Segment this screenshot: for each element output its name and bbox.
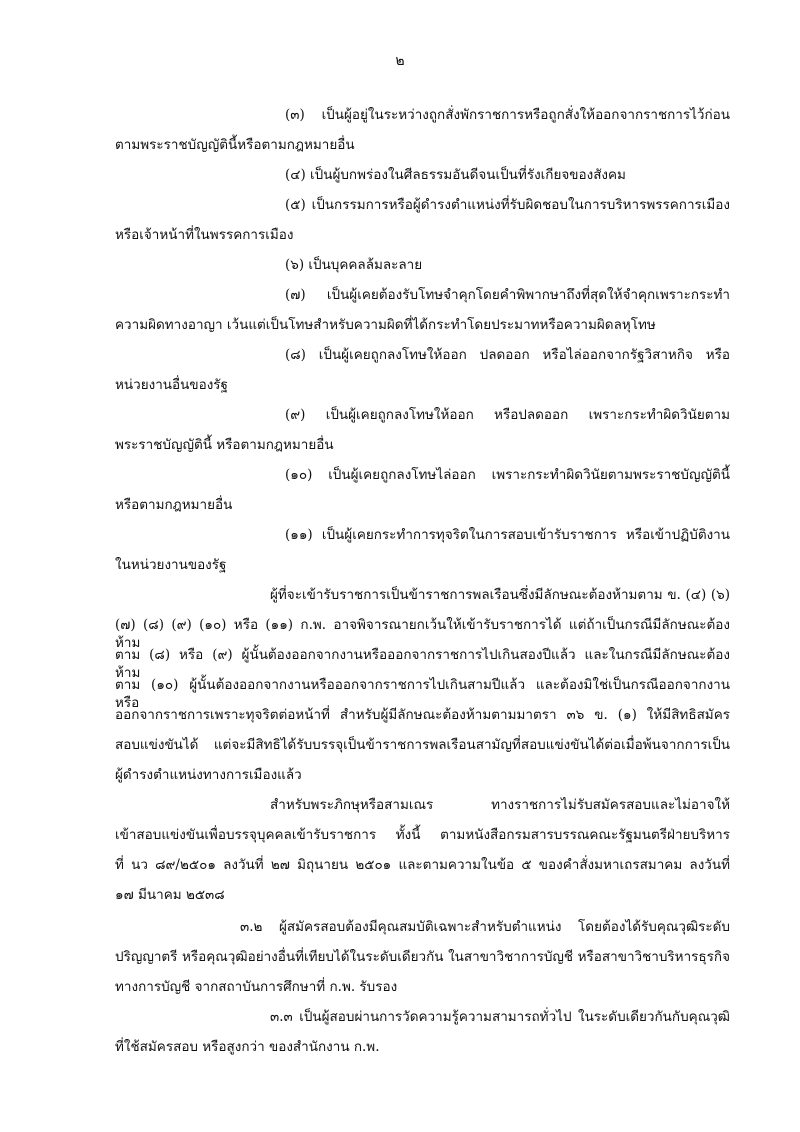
monk-paragraph-line-4: ๑๗ มีนาคม ๒๕๓๘ [115, 887, 225, 903]
page-number: ๒ [395, 53, 405, 69]
section-3-2-line-3: ทางการบัญชี จากสถาบันการศึกษาที่ ก.พ. รับรอง [115, 979, 398, 995]
monk-paragraph-line-2: เข้าสอบแข่งขันเพื่อบรรจุบุคคลเข้ารับราชการ ทั้งนี้ ตามหนังสือกรมสารบรรณคณะรัฐมนตรีฝ่ายบริหาร [115, 827, 730, 843]
clause-5-line-1: (๕) เป็นกรรมการหรือผู้ดำรงตำแหน่งที่รับผิดชอบในการบริหารพรรคการเมือง [285, 197, 730, 213]
section-3-2-line-2: ปริญญาตรี หรือคุณวุฒิอย่างอื่นที่เทียบได้ในระดับเดียวกัน ในสาขาวิชาการบัญชี หรือสาขาวิชาบริหารธุรกิจ [115, 949, 730, 965]
monk-paragraph-line-3: ที่ นว ๘๙/๒๕๐๑ ลงวันที่ ๒๗ มิถุนายน ๒๕๐๑ และตามความในข้อ ๕ ของคำสั่งมหาเถรสมาคม ลงวันที่ [115, 857, 730, 873]
exemption-paragraph-line-5: ออกจากราชการเพราะทุจริตต่อหน้าที่ สำหรับผู้มีลักษณะต้องห้ามตามมาตรา ๓๖ ข. (๑) ให้มีสิทธิสมัคร [115, 707, 730, 723]
clause-7-line-1: (๗) เป็นผู้เคยต้องรับโทษจำคุกโดยคำพิพากษาถึงที่สุดให้จำคุกเพราะกระทำ [285, 287, 730, 303]
clause-9-line-1: (๙) เป็นผู้เคยถูกลงโทษให้ออก หรือปลดออก เพราะกระทำผิดวินัยตาม [285, 407, 730, 423]
exemption-paragraph-line-3: ตาม (๘) หรือ (๙) ผู้นั้นต้องออกจากงานหรือออกจากราชการไปเกินสองปีแล้ว และในกรณีมีลักษณะต้องห้าม [115, 647, 730, 681]
section-3-3-line-2: ที่ใช้สมัครสอบ หรือสูงกว่า ของสำนักงาน ก.พ. [115, 1039, 380, 1055]
exemption-paragraph-line-6: สอบแข่งขันได้ แต่จะมีสิทธิได้รับบรรจุเป็นข้าราชการพลเรือนสามัญที่สอบแข่งขันได้ต่อเมื่อพ้นจากการเป็น [115, 737, 730, 753]
clause-3-line-1: (๓) เป็นผู้อยู่ในระหว่างถูกสั่งพักราชการหรือถูกสั่งให้ออกจากราชการไว้ก่อน [285, 107, 730, 123]
clause-4: (๔) เป็นผู้บกพร่องในศีลธรรมอันดีจนเป็นที่รังเกียจของสังคม [285, 167, 626, 183]
clause-10-line-1: (๑๐) เป็นผู้เคยถูกลงโทษไล่ออก เพราะกระทำผิดวินัยตามพระราชบัญญัตินี้ [285, 467, 730, 483]
clause-11-line-1: (๑๑) เป็นผู้เคยกระทำการทุจริตในการสอบเข้ารับราชการ หรือเข้าปฏิบัติงาน [285, 527, 730, 543]
clause-3-line-2: ตามพระราชบัญญัตินี้หรือตามกฎหมายอื่น [115, 137, 355, 153]
clause-5-line-2: หรือเจ้าหน้าที่ในพรรคการเมือง [115, 227, 294, 243]
exemption-paragraph-line-4: ตาม (๑๐) ผู้นั้นต้องออกจากงานหรือออกจากราชการไปเกินสามปีแล้ว และต้องมิใช่เป็นกรณีออกจากงานหรือ [115, 677, 730, 711]
clause-10-line-2: หรือตามกฎหมายอื่น [115, 497, 233, 513]
clause-8-line-2: หน่วยงานอื่นของรัฐ [115, 377, 228, 393]
exemption-paragraph-line-2: (๗) (๘) (๙) (๑๐) หรือ (๑๑) ก.พ. อาจพิจารณายกเว้นให้เข้ารับราชการได้ แต่ถ้าเป็นกรณีมีลักษณะต้องห้าม [115, 617, 730, 651]
clause-6: (๖) เป็นบุคคลล้มละลาย [285, 257, 423, 273]
section-3-3-line-1: ๓.๓ เป็นผู้สอบผ่านการวัดความรู้ความสามารถทั่วไป ในระดับเดียวกันกับคุณวุฒิ [270, 1009, 730, 1025]
clause-9-line-2: พระราชบัญญัตินี้ หรือตามกฎหมายอื่น [115, 437, 334, 453]
exemption-paragraph-line-1: ผู้ที่จะเข้ารับราชการเป็นข้าราชการพลเรือนซึ่งมีลักษณะต้องห้ามตาม ข. (๔) (๖) [270, 587, 730, 603]
clause-8-line-1: (๘) เป็นผู้เคยถูกลงโทษให้ออก ปลดออก หรือไล่ออกจากรัฐวิสาหกิจ หรือ [285, 347, 730, 363]
section-3-2-line-1: ๓.๒ ผู้สมัครสอบต้องมีคุณสมบัติเฉพาะสำหรับตำแหน่ง โดยต้องได้รับคุณวุฒิระดับ [240, 919, 730, 935]
monk-paragraph-line-1: สำหรับพระภิกษุหรือสามเณร ทางราชการไม่รับสมัครสอบและไม่อาจให้ [270, 797, 730, 813]
clause-7-line-2: ความผิดทางอาญา เว้นแต่เป็นโทษสำหรับความผิดที่ได้กระทำโดยประมาทหรือความผิดลหุโทษ [115, 317, 656, 333]
clause-11-line-2: ในหน่วยงานของรัฐ [115, 557, 227, 573]
exemption-paragraph-line-7: ผู้ดำรงตำแหน่งทางการเมืองแล้ว [115, 767, 302, 783]
